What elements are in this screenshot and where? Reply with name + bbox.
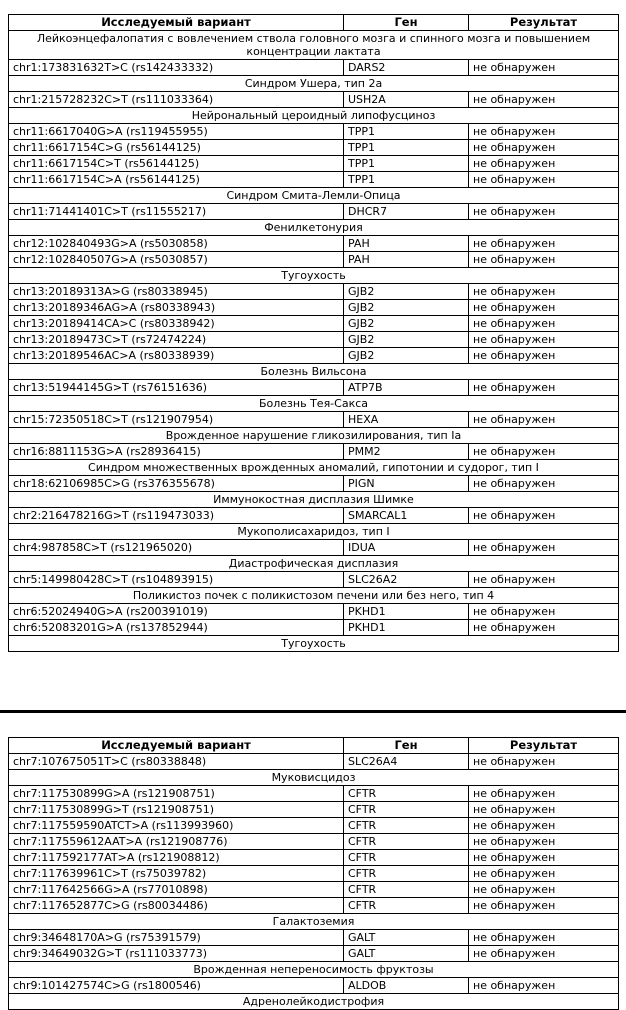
gene-cell: PKHD1: [344, 604, 469, 620]
result-cell: не обнаружен: [469, 140, 619, 156]
result-cell: не обнаружен: [469, 508, 619, 524]
disease-section-label: Мукополисахаридоз, тип I: [9, 524, 619, 540]
variant-row: [9, 866, 619, 882]
variant-row: [9, 786, 619, 802]
result-column-header: Результат: [469, 15, 619, 31]
result-cell: не обнаружен: [469, 946, 619, 962]
result-cell: не обнаружен: [469, 124, 619, 140]
variant-row: [9, 540, 619, 556]
gene-cell: USH2A: [344, 92, 469, 108]
disease-section-row: [9, 914, 619, 930]
variant-cell: chr11:71441401C>T (rs11555217): [9, 204, 344, 220]
variant-row: [9, 204, 619, 220]
gene-cell: DARS2: [344, 60, 469, 76]
disease-section-label: Синдром множественных врожденных аномалий, гипотонии и судорог, тип I: [9, 460, 619, 476]
result-cell: не обнаружен: [469, 898, 619, 914]
result-cell: не обнаружен: [469, 476, 619, 492]
variant-row: [9, 412, 619, 428]
result-cell: не обнаружен: [469, 572, 619, 588]
variant-cell: chr1:215728232C>T (rs111033364): [9, 92, 344, 108]
variant-cell: chr6:52024940G>A (rs200391019): [9, 604, 344, 620]
result-cell: не обнаружен: [469, 834, 619, 850]
gene-column-header: Ген: [344, 15, 469, 31]
gene-cell: TPP1: [344, 172, 469, 188]
gene-cell: PIGN: [344, 476, 469, 492]
disease-section-label: Врожденное нарушение гликозилирования, тип Ia: [9, 428, 619, 444]
variant-cell: chr12:102840493G>A (rs5030858): [9, 236, 344, 252]
gene-cell: GALT: [344, 930, 469, 946]
variant-cell: chr1:173831632T>C (rs142433332): [9, 60, 344, 76]
variant-cell: chr11:6617154C>T (rs56144125): [9, 156, 344, 172]
variant-row: [9, 946, 619, 962]
gene-cell: CFTR: [344, 898, 469, 914]
gene-cell: GJB2: [344, 332, 469, 348]
gene-cell: IDUA: [344, 540, 469, 556]
result-cell: не обнаружен: [469, 60, 619, 76]
variant-row: [9, 604, 619, 620]
disease-section-label: Тугоухость: [9, 636, 619, 652]
variant-row: [9, 930, 619, 946]
result-cell: не обнаружен: [469, 412, 619, 428]
page-break-divider: [0, 710, 626, 713]
variant-row: [9, 508, 619, 524]
variant-cell: chr6:52083201G>A (rs137852944): [9, 620, 344, 636]
disease-section-row: [9, 636, 619, 652]
gene-cell: PAH: [344, 252, 469, 268]
variants-table-container-1: [8, 14, 618, 652]
result-cell: не обнаружен: [469, 252, 619, 268]
variant-row: [9, 834, 619, 850]
gene-cell: CFTR: [344, 802, 469, 818]
gene-cell: SLC26A2: [344, 572, 469, 588]
disease-section-label: Лейкоэнцефалопатия с вовлечением ствола головного мозга и спинного мозга и повышением концентрации лактата: [9, 31, 619, 60]
variant-row: [9, 284, 619, 300]
result-cell: не обнаружен: [469, 156, 619, 172]
gene-cell: CFTR: [344, 786, 469, 802]
disease-section-label: Диастрофическая дисплазия: [9, 556, 619, 572]
result-cell: не обнаружен: [469, 930, 619, 946]
variant-row: [9, 978, 619, 994]
disease-section-row: [9, 524, 619, 540]
variant-row: [9, 476, 619, 492]
gene-column-header: Ген: [344, 738, 469, 754]
variant-cell: chr7:117592177AT>A (rs121908812): [9, 850, 344, 866]
variant-row: [9, 60, 619, 76]
disease-section-row: [9, 396, 619, 412]
variant-cell: chr11:6617154C>A (rs56144125): [9, 172, 344, 188]
gene-cell: CFTR: [344, 818, 469, 834]
variant-cell: chr7:117559612AAT>A (rs121908776): [9, 834, 344, 850]
disease-section-row: [9, 588, 619, 604]
variant-cell: chr9:34649032G>T (rs111033773): [9, 946, 344, 962]
disease-section-label: Синдром Ушера, тип 2a: [9, 76, 619, 92]
variant-row: [9, 348, 619, 364]
gene-cell: GALT: [344, 946, 469, 962]
disease-section-row: [9, 460, 619, 476]
disease-section-row: [9, 268, 619, 284]
disease-section-row: [9, 31, 619, 60]
variant-row: [9, 572, 619, 588]
variants-table: [8, 737, 619, 1010]
variant-cell: chr9:34648170A>G (rs75391579): [9, 930, 344, 946]
disease-section-label: Тугоухость: [9, 268, 619, 284]
gene-cell: PMM2: [344, 444, 469, 460]
variant-cell: chr18:62106985C>G (rs376355678): [9, 476, 344, 492]
variant-row: [9, 380, 619, 396]
variant-row: [9, 898, 619, 914]
gene-cell: GJB2: [344, 316, 469, 332]
disease-section-label: Поликистоз почек с поликистозом печени или без него, тип 4: [9, 588, 619, 604]
gene-cell: CFTR: [344, 882, 469, 898]
gene-cell: CFTR: [344, 834, 469, 850]
gene-cell: ALDOB: [344, 978, 469, 994]
result-cell: не обнаружен: [469, 818, 619, 834]
disease-section-label: Муковисцидоз: [9, 770, 619, 786]
variant-row: [9, 850, 619, 866]
header-row: [9, 15, 619, 31]
variant-row: [9, 818, 619, 834]
variant-cell: chr13:20189414CA>C (rs80338942): [9, 316, 344, 332]
gene-cell: TPP1: [344, 124, 469, 140]
variant-cell: chr7:117530899G>T (rs121908751): [9, 802, 344, 818]
variant-row: [9, 444, 619, 460]
disease-section-row: [9, 364, 619, 380]
variant-row: [9, 802, 619, 818]
gene-cell: PAH: [344, 236, 469, 252]
disease-section-row: [9, 556, 619, 572]
variant-row: [9, 124, 619, 140]
gene-cell: PKHD1: [344, 620, 469, 636]
gene-cell: GJB2: [344, 348, 469, 364]
result-cell: не обнаружен: [469, 754, 619, 770]
disease-section-row: [9, 76, 619, 92]
disease-section-row: [9, 962, 619, 978]
disease-section-row: [9, 108, 619, 124]
variant-cell: chr13:20189546AC>A (rs80338939): [9, 348, 344, 364]
disease-section-row: [9, 492, 619, 508]
variant-cell: chr5:149980428C>T (rs104893915): [9, 572, 344, 588]
gene-cell: SLC26A4: [344, 754, 469, 770]
result-cell: не обнаружен: [469, 380, 619, 396]
variant-cell: chr12:102840507G>A (rs5030857): [9, 252, 344, 268]
variant-row: [9, 156, 619, 172]
result-cell: не обнаружен: [469, 882, 619, 898]
result-cell: не обнаружен: [469, 204, 619, 220]
variant-row: [9, 92, 619, 108]
variant-row: [9, 882, 619, 898]
disease-section-row: [9, 994, 619, 1010]
variant-row: [9, 300, 619, 316]
gene-cell: DHCR7: [344, 204, 469, 220]
variant-cell: chr15:72350518C>T (rs121907954): [9, 412, 344, 428]
variant-row: [9, 252, 619, 268]
gene-cell: HEXA: [344, 412, 469, 428]
disease-section-label: Болезнь Тея-Сакса: [9, 396, 619, 412]
disease-section-label: Болезнь Вильсона: [9, 364, 619, 380]
header-row: [9, 738, 619, 754]
variant-cell: chr13:20189473C>T (rs72474224): [9, 332, 344, 348]
variant-cell: chr4:987858C>T (rs121965020): [9, 540, 344, 556]
disease-section-row: [9, 428, 619, 444]
variant-row: [9, 236, 619, 252]
result-cell: не обнаружен: [469, 284, 619, 300]
gene-cell: SMARCAL1: [344, 508, 469, 524]
variant-cell: chr2:216478216G>T (rs119473033): [9, 508, 344, 524]
result-cell: не обнаружен: [469, 332, 619, 348]
disease-section-label: Галактоземия: [9, 914, 619, 930]
variant-row: [9, 172, 619, 188]
variants-table-container-2: [8, 737, 618, 1010]
result-cell: не обнаружен: [469, 92, 619, 108]
result-cell: не обнаружен: [469, 604, 619, 620]
disease-section-label: Нейрональный цероидный липофусциноз: [9, 108, 619, 124]
result-cell: не обнаружен: [469, 850, 619, 866]
result-cell: не обнаружен: [469, 786, 619, 802]
disease-section-row: [9, 770, 619, 786]
disease-section-label: Фенилкетонурия: [9, 220, 619, 236]
variant-cell: chr7:117530899G>A (rs121908751): [9, 786, 344, 802]
disease-section-row: [9, 188, 619, 204]
variant-cell: chr11:6617040G>A (rs119455955): [9, 124, 344, 140]
gene-cell: GJB2: [344, 300, 469, 316]
variant-row: [9, 140, 619, 156]
variant-cell: chr7:117642566G>A (rs77010898): [9, 882, 344, 898]
variants-table: [8, 14, 619, 652]
result-cell: не обнаружен: [469, 172, 619, 188]
disease-section-row: [9, 220, 619, 236]
variant-column-header: Исследуемый вариант: [9, 738, 344, 754]
disease-section-label: Врожденная непереносимость фруктозы: [9, 962, 619, 978]
variant-cell: chr13:20189346AG>A (rs80338943): [9, 300, 344, 316]
variant-cell: chr7:117652877C>G (rs80034486): [9, 898, 344, 914]
variant-cell: chr16:8811153G>A (rs28936415): [9, 444, 344, 460]
result-cell: не обнаружен: [469, 348, 619, 364]
variant-row: [9, 316, 619, 332]
result-cell: не обнаружен: [469, 866, 619, 882]
result-cell: не обнаружен: [469, 316, 619, 332]
result-cell: не обнаружен: [469, 540, 619, 556]
variant-cell: chr7:117639961C>T (rs75039782): [9, 866, 344, 882]
gene-cell: CFTR: [344, 866, 469, 882]
result-cell: не обнаружен: [469, 444, 619, 460]
gene-cell: ATP7B: [344, 380, 469, 396]
variant-cell: chr7:117559590ATCT>A (rs113993960): [9, 818, 344, 834]
variant-cell: chr11:6617154C>G (rs56144125): [9, 140, 344, 156]
gene-cell: GJB2: [344, 284, 469, 300]
result-cell: не обнаружен: [469, 802, 619, 818]
gene-cell: CFTR: [344, 850, 469, 866]
gene-cell: TPP1: [344, 156, 469, 172]
variant-cell: chr7:107675051T>C (rs80338848): [9, 754, 344, 770]
result-cell: не обнаружен: [469, 236, 619, 252]
disease-section-label: Иммунокостная дисплазия Шимке: [9, 492, 619, 508]
result-cell: не обнаружен: [469, 978, 619, 994]
result-cell: не обнаружен: [469, 300, 619, 316]
result-column-header: Результат: [469, 738, 619, 754]
gene-cell: TPP1: [344, 140, 469, 156]
variant-row: [9, 754, 619, 770]
disease-section-label: Адренолейкодистрофия: [9, 994, 619, 1010]
variant-cell: chr13:20189313A>G (rs80338945): [9, 284, 344, 300]
variant-cell: chr9:101427574C>G (rs1800546): [9, 978, 344, 994]
result-cell: не обнаружен: [469, 620, 619, 636]
variant-row: [9, 332, 619, 348]
disease-section-label: Синдром Смита-Лемли-Опица: [9, 188, 619, 204]
variant-cell: chr13:51944145G>T (rs76151636): [9, 380, 344, 396]
variant-row: [9, 620, 619, 636]
variant-column-header: Исследуемый вариант: [9, 15, 344, 31]
